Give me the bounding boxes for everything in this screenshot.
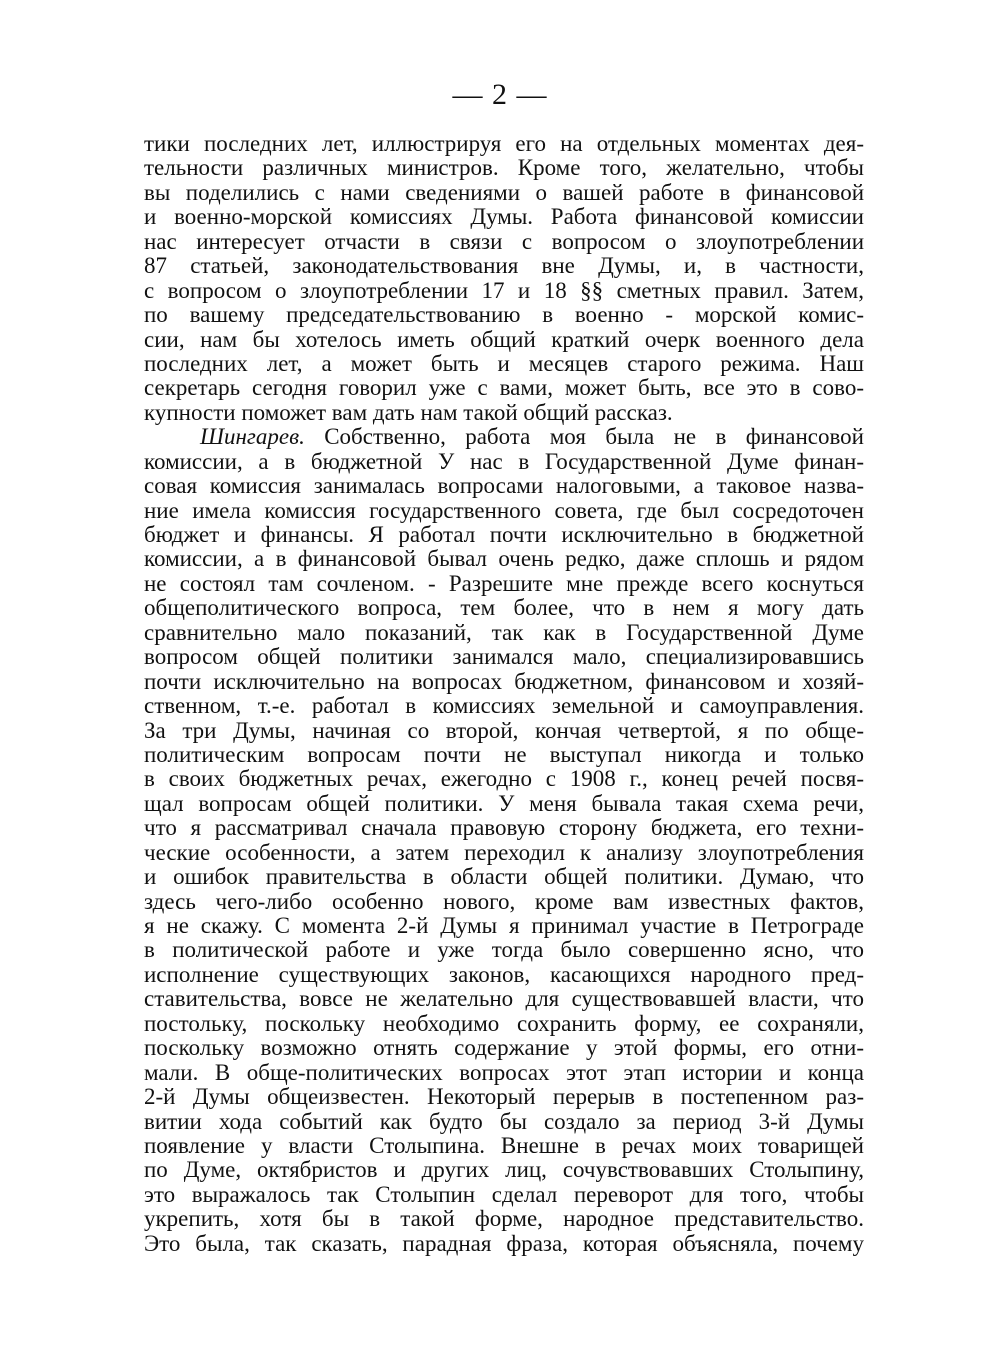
text-line: по Думе, октябристов и других лиц, сочувствовавших Столыпину, xyxy=(144,1157,864,1183)
text-line: ственном, т.-е. работал в комиссиях земельной и самоуправления. xyxy=(144,693,864,719)
text-line: укрепить, хотя бы в такой форме, народное представительство. xyxy=(144,1206,864,1232)
text-line: в своих бюджетных речах, ежегодно с 1908 г., конец речей посвя- xyxy=(144,766,864,792)
text-line: в политической работе и уже тогда было совершенно ясно, что xyxy=(144,937,864,963)
text-line: нас интересует отчасти в связи с вопросом о злоупотреблении xyxy=(144,228,864,254)
text-line: ставительства, вовсе не желательно для существовавшей власти, что xyxy=(144,986,864,1012)
paragraph-question xyxy=(144,132,864,425)
text-line xyxy=(144,425,864,449)
text-line: комиссии, а в бюджетной У нас в Государственной Думе финан- xyxy=(144,448,864,474)
text-line: что я рассматривал сначала правовую сторону бюджета, его техни- xyxy=(144,815,864,841)
text-line: вопросом общей политики занимался мало, специализировавшись xyxy=(144,644,864,670)
text-line: это выражалось так Столыпин сделал переворот для того, чтобы xyxy=(144,1181,864,1207)
page-number: — 2 — xyxy=(452,78,548,111)
text-line: ние имела комиссия государственного совета, где был сосредоточен xyxy=(144,497,864,523)
paragraph-answer xyxy=(144,425,864,1256)
text-line: почти исключительно на вопросах бюджетном, финансовом и хозяй- xyxy=(144,668,864,694)
text-line: тики последних лет, иллюстрируя его на отдельных моментах дея- xyxy=(144,131,864,156)
speaker-name: Шингарев. xyxy=(200,424,305,450)
text-line: последних лет, а может быть и месяцев старого режима. Наш xyxy=(144,350,864,376)
text-line: Это была, так сказать, парадная фраза, которая объясняла, почему xyxy=(144,1230,864,1256)
text-line: сии, нам бы хотелось иметь общий краткий очерк военного дела xyxy=(144,326,864,352)
text-line: исполнение существующих законов, касающихся народного пред- xyxy=(144,961,864,987)
text-line: я не скажу. С момента 2-й Думы я принимал участие в Петрограде xyxy=(144,913,864,938)
text-line: по вашему председательствованию в военно - морской комис- xyxy=(144,302,864,328)
text-line: здесь чего-либо особенно нового, кроме вам известных фактов, xyxy=(144,888,864,914)
text-line: и ошибок правительства в области общей политики. Думаю, что xyxy=(144,864,864,890)
text-line: щал вопросам общей политики. У меня бывала такая схема речи, xyxy=(144,790,864,816)
text-line: тельности различных министров. Кроме того, желательно, чтобы xyxy=(144,155,864,181)
text-line: ческие особенности, а затем переходил к анализу злоупотребления xyxy=(144,839,864,865)
text-line: с вопросом о злоупотреблении 17 и 18 §§ сметных правил. Затем, xyxy=(144,277,864,303)
text-line: не состоял там сочленом. - Разрешите мне прежде всего коснуться xyxy=(144,570,864,596)
text-line: витии хода событий как будто бы создало за период 3-й Думы xyxy=(144,1108,864,1134)
text-line: мали. В обще-политических вопросах этот этап истории и конца xyxy=(144,1059,864,1085)
text-line: 87 статьей, законодательствования вне Думы, и, в частности, xyxy=(144,253,864,279)
text-line: купности поможет вам дать нам такой общий рассказ. xyxy=(144,399,673,425)
text-line: совая комиссия занималась вопросами налоговыми, а таковое назва- xyxy=(144,473,864,499)
text-line: появление у власти Столыпина. Внешне в речах моих товарищей xyxy=(144,1132,864,1158)
text-line: сравнительно мало показаний, так как в Государственной Думе xyxy=(144,619,864,645)
text-line: общеполитического вопроса, тем более, что в нем я могу дать xyxy=(144,595,864,621)
text-line: вы поделились с нами сведениями о вашей работе в финансовой xyxy=(144,179,864,205)
text-line: 2-й Думы общеизвестен. Некоторый перерыв в постепенном раз- xyxy=(144,1084,864,1110)
body-text xyxy=(144,132,864,1256)
text-line: За три Думы, начиная со второй, кончая четвертой, я по обще- xyxy=(144,717,864,743)
text-line: постольку, поскольку необходимо сохранить форму, ее сохраняли, xyxy=(144,1010,864,1036)
text-line: секретарь сегодня говорил уже с вами, может быть, все это в сово- xyxy=(144,375,864,401)
text-line: и военно-морской комиссиях Думы. Работа финансовой комиссии xyxy=(144,204,864,230)
text-line: комиссии, а в финансовой бывал очень редко, даже сплошь и рядом xyxy=(144,546,864,572)
text-line: политическим вопросам почти не выступал никогда и только xyxy=(144,741,864,767)
text-line: бюджет и финансы. Я работал почти исключительно в бюджетной xyxy=(144,522,864,547)
text-line: поскольку возможно отнять содержание у этой формы, его отни- xyxy=(144,1035,864,1061)
speaker-first-line: Собственно, работа моя была не в финансовой xyxy=(304,424,864,450)
